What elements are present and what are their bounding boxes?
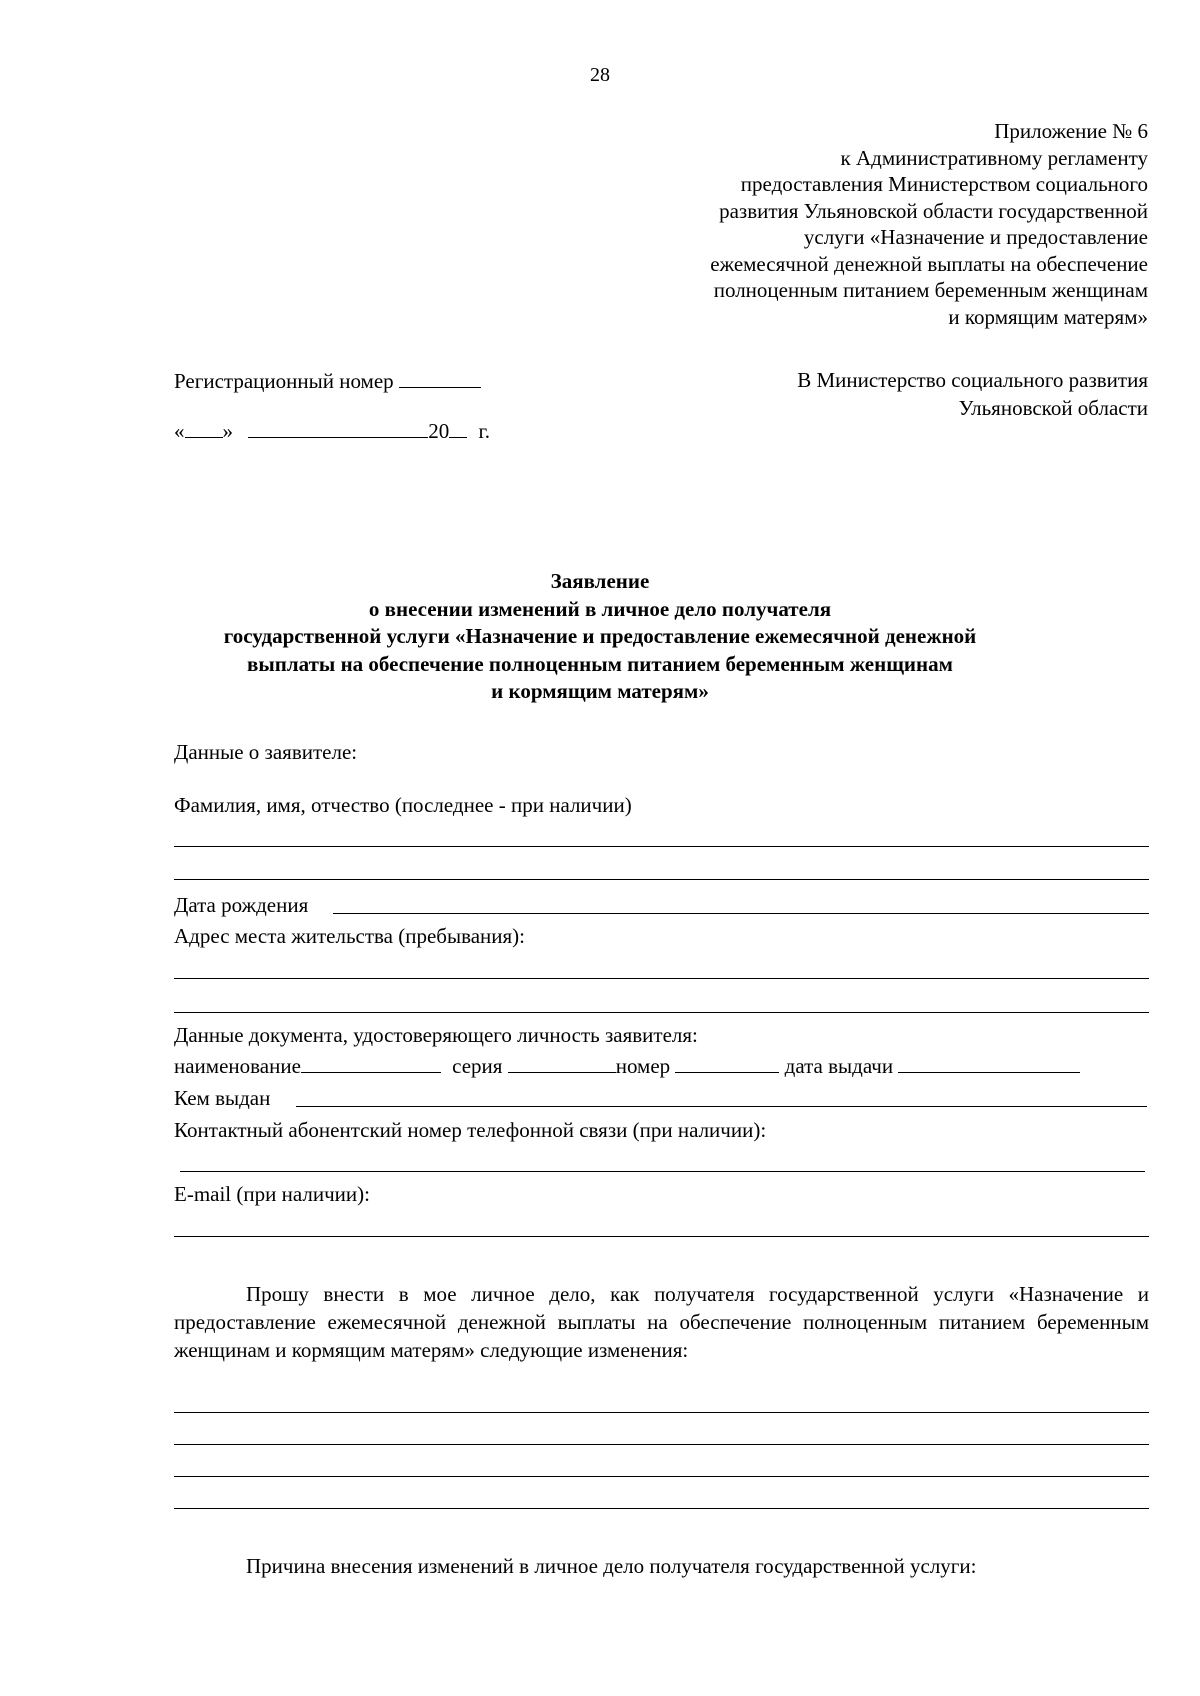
- birth-date-label: Дата рождения: [174, 893, 309, 917]
- registration-number: [174, 368, 481, 394]
- date-month-field[interactable]: [248, 418, 428, 438]
- request-text: Прошу внести в мое личное дело, как получателя государственной услуги «Назначение и предоставление ежемесячной денежной выплаты на обеспечение полноценным питанием беременным женщинам и кормящим матерям» следующие изменения:: [174, 1282, 1149, 1362]
- reason-label: Причина внесения изменений в личное дело получателя государственной услуги:: [246, 1554, 977, 1578]
- appendix-line: полноценным питанием беременным женщинам: [713, 278, 1148, 302]
- birth-date-field[interactable]: [333, 913, 1149, 914]
- address-label: Адрес места жительства (пребывания):: [174, 924, 526, 948]
- date-day-field[interactable]: [185, 418, 223, 438]
- recipient-block: [797, 366, 1148, 422]
- full-name-label: Фамилия, имя, отчество (последнее - при наличии): [174, 793, 632, 817]
- doc-number-label: номер: [615, 1054, 671, 1078]
- doc-name-field[interactable]: [301, 1053, 441, 1073]
- appendix-line: Приложение № 6: [994, 119, 1148, 143]
- appendix-line: и кормящим матерям»: [948, 304, 1148, 329]
- year-suffix: г.: [478, 419, 490, 443]
- changes-line-1[interactable]: [174, 1412, 1149, 1413]
- title-line: и кормящим матерям»: [491, 679, 709, 703]
- doc-issue-date-label: дата выдачи: [784, 1054, 894, 1078]
- recipient-line: В Министерство социального развития: [797, 368, 1148, 392]
- phone-field[interactable]: [180, 1171, 1145, 1172]
- appendix-line: предоставления Министерством социального: [740, 172, 1148, 196]
- changes-line-4[interactable]: [174, 1508, 1149, 1509]
- appendix-line: развития Ульяновской области государственной: [719, 198, 1148, 223]
- title-line: о внесении изменений в личное дело получателя: [368, 596, 832, 621]
- registration-date: [174, 418, 490, 444]
- registration-label: Регистрационный номер: [174, 369, 394, 393]
- doc-series-label: серия: [452, 1054, 503, 1078]
- address-line-1[interactable]: [174, 978, 1149, 979]
- year-prefix: 20: [428, 419, 450, 443]
- doc-issue-date-field[interactable]: [898, 1053, 1080, 1073]
- title-line: государственной услуги «Назначение и предоставление ежемесячной денежной: [223, 624, 977, 648]
- appendix-block: [710, 118, 1148, 330]
- date-close-quote: »: [222, 419, 233, 443]
- doc-name-label: наименование: [174, 1054, 301, 1078]
- doc-series-field[interactable]: [508, 1053, 616, 1073]
- applicant-data-label: Данные о заявителе:: [174, 740, 358, 764]
- changes-line-3[interactable]: [174, 1476, 1149, 1477]
- doc-number-field[interactable]: [675, 1053, 779, 1073]
- document-title: [150, 568, 1050, 706]
- appendix-line: ежемесячной денежной выплаты на обеспечение: [710, 251, 1148, 276]
- document-fields-row: [174, 1053, 1080, 1079]
- date-open-quote: «: [174, 419, 185, 443]
- full-name-line-2[interactable]: [174, 879, 1149, 880]
- appendix-line: к Административному регламенту: [840, 145, 1148, 170]
- phone-label: Контактный абонентский номер телефонной связи (при наличии):: [174, 1118, 767, 1142]
- registration-number-field[interactable]: [399, 368, 481, 388]
- page-number: 28: [590, 64, 610, 86]
- recipient-line: Ульяновской области: [958, 396, 1148, 420]
- email-field[interactable]: [174, 1236, 1149, 1237]
- full-name-line-1[interactable]: [174, 846, 1149, 847]
- title-line: Заявление: [550, 569, 650, 593]
- id-document-label: Данные документа, удостоверяющего личность заявителя:: [174, 1023, 698, 1047]
- date-year-field[interactable]: [449, 418, 467, 438]
- address-line-2[interactable]: [174, 1012, 1149, 1013]
- changes-line-2[interactable]: [174, 1444, 1149, 1445]
- email-label: E-mail (при наличии):: [174, 1182, 370, 1206]
- issued-by-label: Кем выдан: [174, 1086, 271, 1110]
- request-paragraph: [174, 1280, 1149, 1364]
- appendix-line: услуги «Назначение и предоставление: [803, 225, 1148, 249]
- issued-by-field[interactable]: [296, 1106, 1147, 1107]
- title-line: выплаты на обеспечение полноценным питанием беременным женщинам: [247, 651, 953, 676]
